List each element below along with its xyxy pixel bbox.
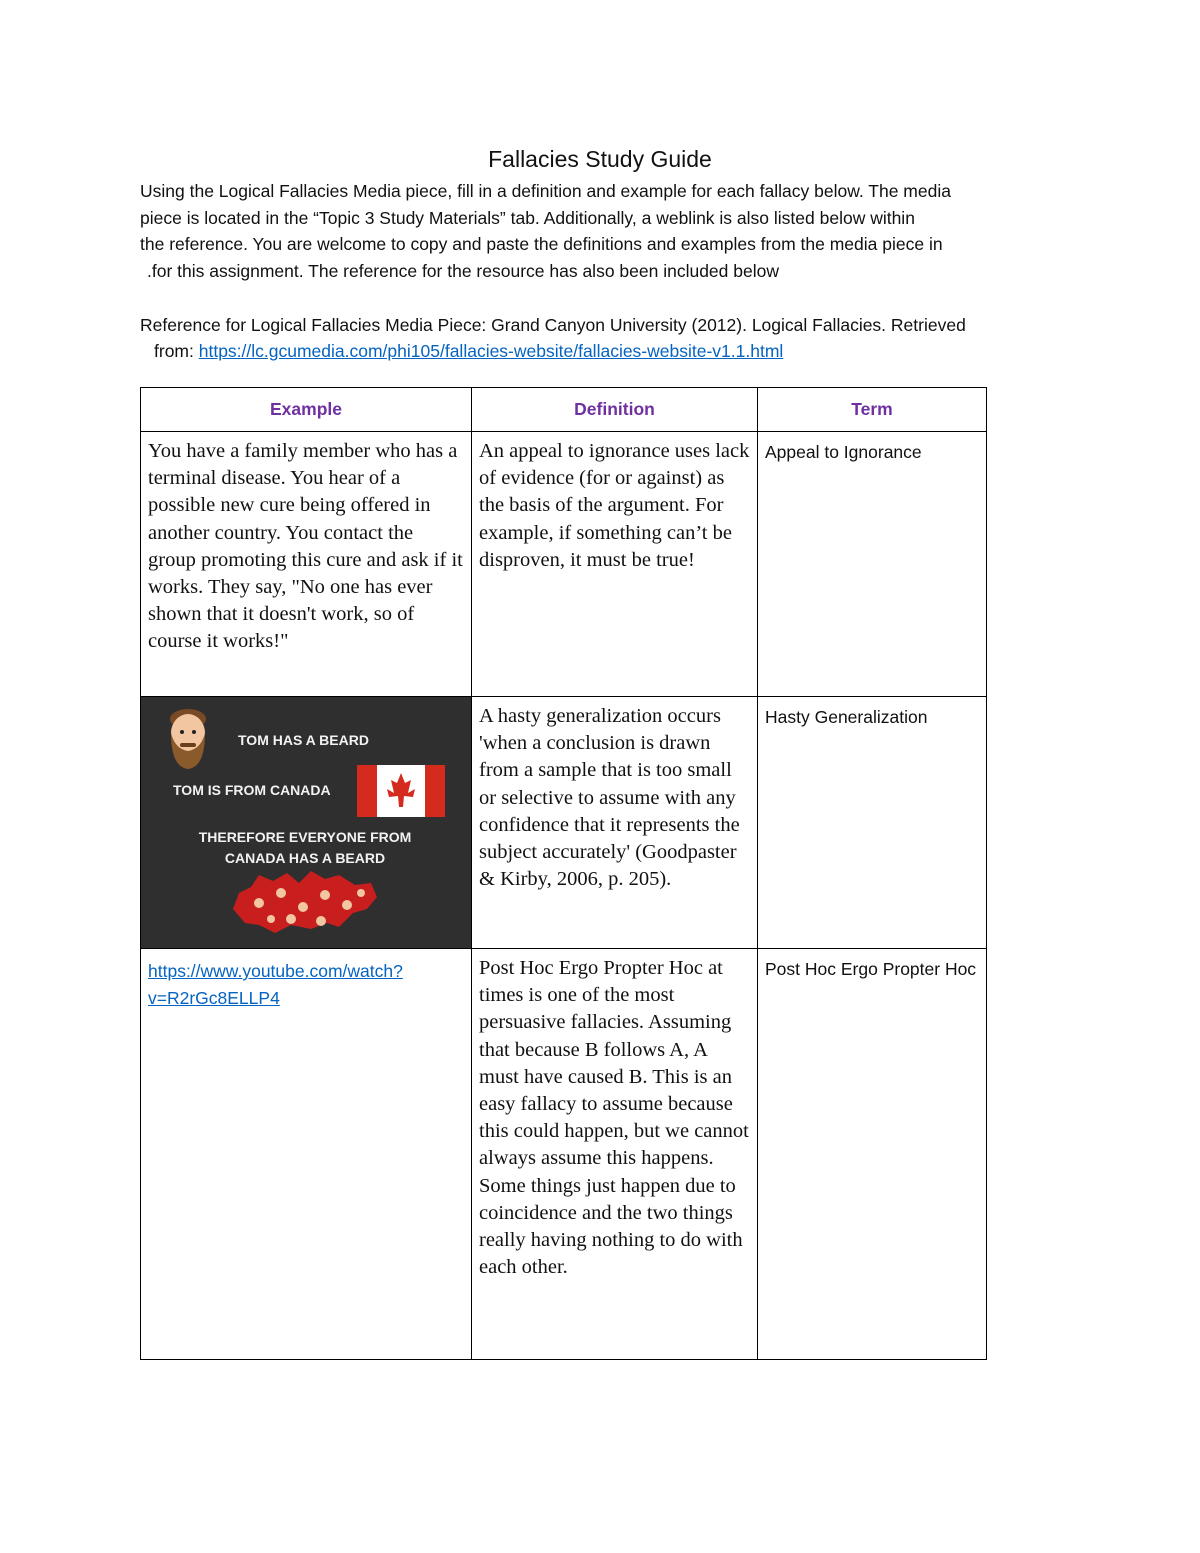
canada-flag-icon [357,765,445,817]
term-text: Appeal to Ignorance [765,442,922,462]
reference [140,312,1060,364]
image-caption: TOM HAS A BEARD [238,732,369,748]
instructions-line: Using the Logical Fallacies Media piece, fill in a definition and example for each fallacy below. The media [140,181,951,201]
term-cell [758,432,987,697]
term-text: Hasty Generalization [765,707,928,727]
definition-text: A hasty generalization occurs 'when a conclusion is drawn from a sample that is too small or selective to assume with any confidence that it represents the subject accurately' (Goodpaster & Kirby, 2006, p. 205). [479,705,740,891]
term-text: Post Hoc Ergo Propter Hoc [765,959,977,979]
reference-from-label: from: [154,341,199,361]
header-definition: Definition [472,388,758,432]
instructions [140,178,1060,284]
definition-cell [472,432,758,697]
instructions-line: .for this assignment. The reference for the resource has also been included below [147,260,779,281]
definition-text: Post Hoc Ergo Propter Hoc at times is one of the most persuasive fallacies. Assuming that because B follows A, A must have caused B. This is an easy fallacy to assume because this could happen, but we cannot always assume this happens. Some things just happen due to coincidence and the two things really having nothing to do with each other. [479,957,749,1279]
definition-cell [472,949,758,1360]
hasty-generalization-image [141,697,470,947]
header-example: Example [141,388,472,432]
example-link-wrap [141,949,471,1021]
table-row [141,949,987,1360]
youtube-link-continued[interactable]: v=R2rGc8ELLP4 [148,988,280,1008]
page-title: Fallacies Study Guide [488,146,712,172]
definition-cell [472,697,758,949]
header-term: Term [758,388,987,432]
table-row [141,432,987,697]
example-image-cell [141,697,472,949]
example-cell [141,949,472,1360]
term-cell [758,697,987,949]
table-header-row [141,388,987,432]
youtube-link[interactable]: https://www.youtube.com/watch? [148,961,403,981]
image-caption: TOM IS FROM CANADA [173,782,331,798]
fallacies-table [140,387,987,1360]
image-caption: THEREFORE EVERYONE FROM [198,829,412,845]
definition-text: An appeal to ignorance uses lack of evidence (for or against) as the basis of the argument. For example, if something can’t be disproven, it must be true! [479,440,750,571]
reference-from [140,338,1060,364]
instructions-line: piece is located in the “Topic 3 Study Materials” tab. Additionally, a weblink is also listed below within [140,207,915,228]
reference-link[interactable]: https://lc.gcumedia.com/phi105/fallacies-website/fallacies-website-v1.1.html [198,341,784,361]
term-cell [758,949,987,1360]
image-caption: CANADA HAS A BEARD [224,850,386,866]
example-text: You have a family member who has a terminal disease. You hear of a possible new cure being offered in another country. You contact the group promoting this cure and ask if it works. They say, "No one has ever shown that it doesn't work, so of course it works!" [148,440,463,653]
instructions-line: the reference. You are welcome to copy and paste the definitions and examples from the media piece in [140,234,943,254]
table-row [141,697,987,949]
example-cell [141,432,472,697]
reference-text: Reference for Logical Fallacies Media Piece: Grand Canyon University (2012). Logical Fallacies. Retrieved [140,315,966,335]
